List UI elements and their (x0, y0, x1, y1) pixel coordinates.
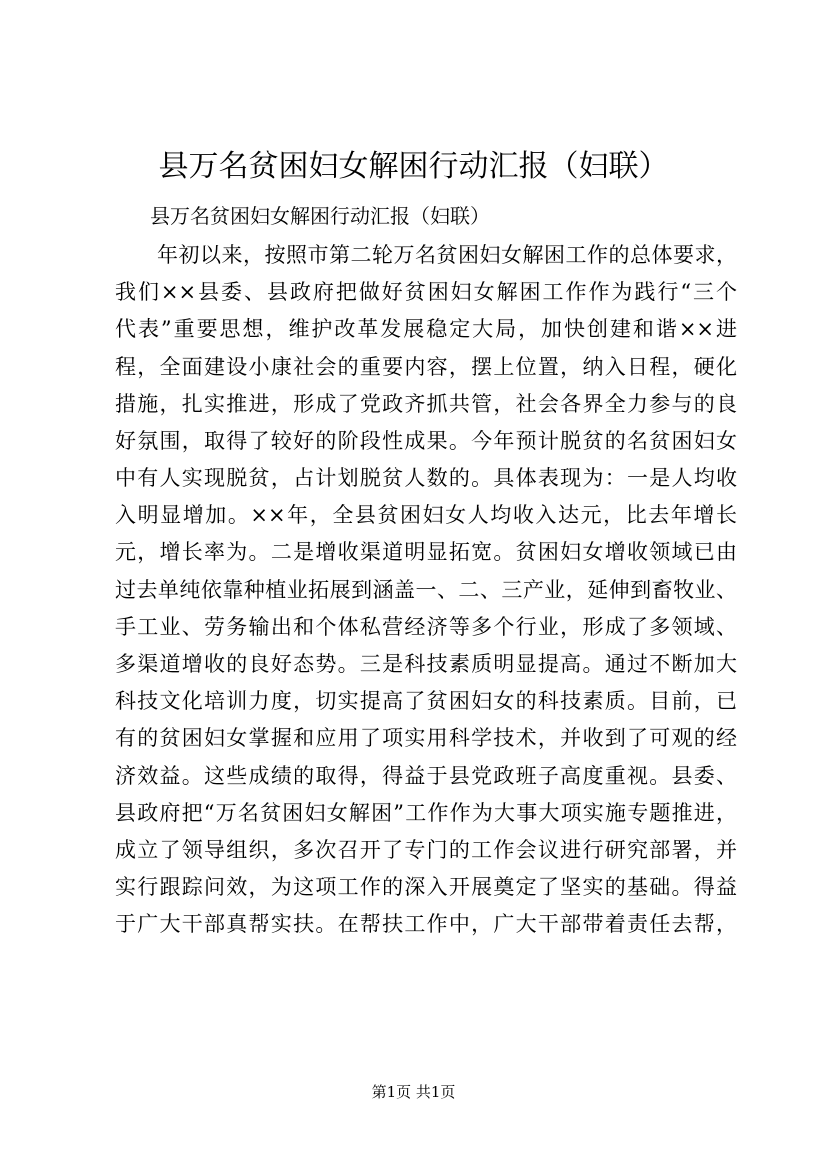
body-line: 过去单纯依靠种植业拓展到涵盖一、二、三产业，延伸到畜牧业、 (115, 578, 737, 602)
page-number-footer: 第1页 共1页 (371, 1083, 456, 1101)
document-title: 县万名贫困妇女解困行动汇报（妇联） (158, 149, 669, 184)
body-line: 元，增长率为。二是增收渠道明显拓宽。贫困妇女增收领域已由 (115, 540, 737, 564)
body-line: 中有人实现脱贫，占计划脱贫人数的。具体表现为：一是人均收 (115, 466, 737, 490)
body-line: 年初以来，按照市第二轮万名贫困妇女解困工作的总体要求， (157, 243, 737, 267)
body-line: 济效益。这些成绩的取得，得益于县党政班子高度重视。县委、 (115, 764, 737, 788)
body-line: 实行跟踪问效，为这项工作的深入开展奠定了坚实的基础。得益 (115, 875, 737, 899)
body-line: 程，全面建设小康社会的重要内容，摆上位置，纳入日程，硬化 (115, 355, 737, 379)
body-line: 我们××县委、县政府把做好贫困妇女解困工作作为践行“三个 (115, 280, 737, 304)
body-line: 代表”重要思想，维护改革发展稳定大局，加快创建和谐××进 (115, 317, 737, 341)
document-subtitle: 县万名贫困妇女解困行动汇报（妇联） (150, 204, 490, 228)
body-line: 好氛围，取得了较好的阶段性成果。今年预计脱贫的名贫困妇女 (115, 429, 737, 453)
body-line: 手工业、劳务输出和个体私营经济等多个行业，形成了多领域、 (115, 615, 737, 639)
body-line: 科技文化培训力度，切实提高了贫困妇女的科技素质。目前，已 (115, 689, 737, 713)
body-line: 入明显增加。××年，全县贫困妇女人均收入达元，比去年增长 (115, 503, 737, 527)
body-line: 多渠道增收的良好态势。三是科技素质明显提高。通过不断加大 (115, 652, 737, 676)
body-line: 成立了领导组织，多次召开了专门的工作会议进行研究部署，并 (115, 838, 737, 862)
body-line: 县政府把“万名贫困妇女解困”工作作为大事大项实施专题推进， (115, 801, 737, 825)
body-line: 措施，扎实推进，形成了党政齐抓共管，社会各界全力参与的良 (115, 392, 737, 416)
body-line: 有的贫困妇女掌握和应用了项实用科学技术，并收到了可观的经 (115, 726, 737, 750)
body-line: 于广大干部真帮实扶。在帮扶工作中，广大干部带着责任去帮， (115, 912, 737, 936)
